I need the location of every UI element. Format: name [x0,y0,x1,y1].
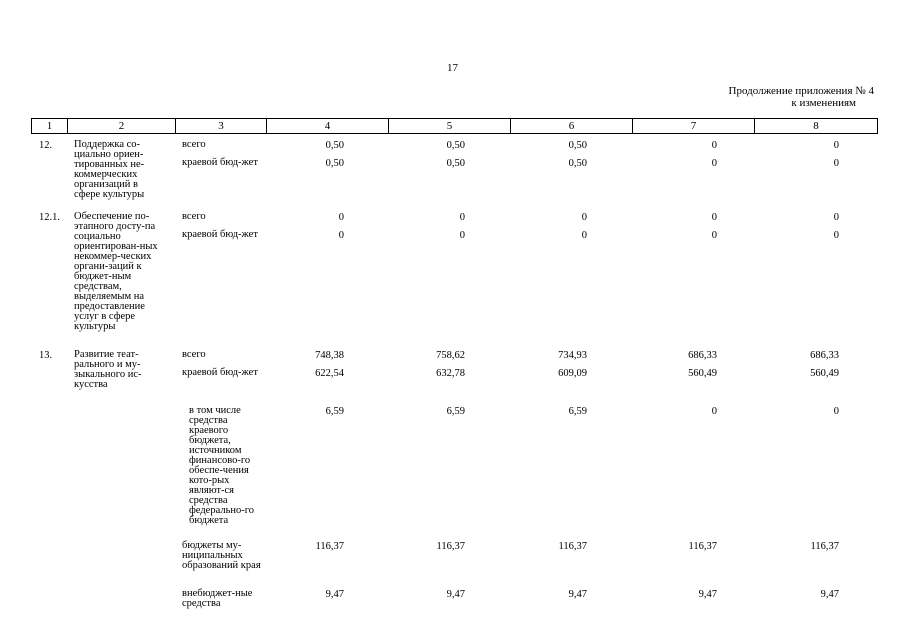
source-label: внебюджет-ные средства [182,588,253,609]
value-cell: 609,09 [558,368,587,379]
col-header-8: 8 [755,119,878,134]
value-cell: 116,37 [810,541,839,552]
value-cell: 686,33 [688,350,717,361]
value-cell: 0 [833,158,839,169]
value-cell: 0 [833,230,839,241]
source-label: краевой бюд-жет [182,157,258,168]
col-header-2: 2 [68,119,176,134]
value-cell: 6,59 [446,406,465,417]
value-cell: 0 [833,212,839,223]
value-cell: 6,59 [568,406,587,417]
col-header-3: 3 [176,119,267,134]
table-row [31,212,877,350]
value-cell: 758,62 [436,350,465,361]
value-cell: 0 [711,212,717,223]
value-cell: 9,47 [698,589,717,600]
col-header-6: 6 [511,119,633,134]
col-header-1: 1 [32,119,68,134]
value-cell: 0 [833,140,839,151]
value-cell: 0 [459,230,465,241]
row-number: 12.1. [39,212,60,223]
col-header-5: 5 [389,119,511,134]
value-cell: 9,47 [325,589,344,600]
source-label: краевой бюд-жет [182,367,258,378]
value-cell: 116,37 [436,541,465,552]
column-header-table [31,118,878,134]
value-cell: 116,37 [688,541,717,552]
source-label: бюджеты му-ниципальных образований края [182,540,261,571]
value-cell: 622,54 [315,368,344,379]
value-cell: 9,47 [568,589,587,600]
value-cell: 0 [338,230,344,241]
value-cell: 0,50 [325,158,344,169]
value-cell: 116,37 [558,541,587,552]
source-label: всего [182,139,206,150]
row-number: 13. [39,350,53,361]
value-cell: 632,78 [436,368,465,379]
value-cell: 0 [711,158,717,169]
value-cell: 748,38 [315,350,344,361]
value-cell: 686,33 [810,350,839,361]
value-cell: 0 [459,212,465,223]
value-cell: 0,50 [446,140,465,151]
row-number: 12. [39,140,53,151]
header-row [32,119,878,134]
appendix-line2: к изменениям [791,97,856,109]
value-cell: 6,59 [325,406,344,417]
appendix-caption [729,85,874,109]
value-cell: 9,47 [446,589,465,600]
value-cell: 9,47 [820,589,839,600]
table-body [31,140,877,610]
source-label: всего [182,349,206,360]
value-cell: 0,50 [325,140,344,151]
row-name: Развитие теат-рального и му-зыкального ис-кусства [74,349,142,390]
source-label: в том числе средства краевого бюджета, источником финансово-го обеспе-чения кото-рых являют-ся средства федерально-го бюджета [189,405,255,526]
value-cell: 0 [711,140,717,151]
value-cell: 734,93 [558,350,587,361]
col-header-4: 4 [267,119,389,134]
source-label: всего [182,211,206,222]
value-cell: 0 [833,406,839,417]
value-cell: 116,37 [315,541,344,552]
value-cell: 0,50 [568,158,587,169]
appendix-line1: Продолжение приложения № 4 [728,85,874,97]
table-row [31,140,877,212]
value-cell: 0 [711,406,717,417]
value-cell: 0 [581,230,587,241]
page-number: 17 [447,62,458,74]
value-cell: 0,50 [568,140,587,151]
row-name: Обеспечение по-этапного досту-па социально ориентирован-ных некоммер-ческих органи-заций к бюджет-ным средствам, выделяемым на предоставление услуг в сфере культуры [74,211,158,332]
value-cell: 560,49 [810,368,839,379]
col-header-7: 7 [633,119,755,134]
source-label: краевой бюд-жет [182,229,258,240]
value-cell: 0,50 [446,158,465,169]
value-cell: 0 [338,212,344,223]
value-cell: 560,49 [688,368,717,379]
value-cell: 0 [581,212,587,223]
value-cell: 0 [711,230,717,241]
row-name: Поддержка со-циально ориен-тированных не-коммерческих организаций в сфере культуры [74,139,145,200]
table-row [31,350,877,610]
